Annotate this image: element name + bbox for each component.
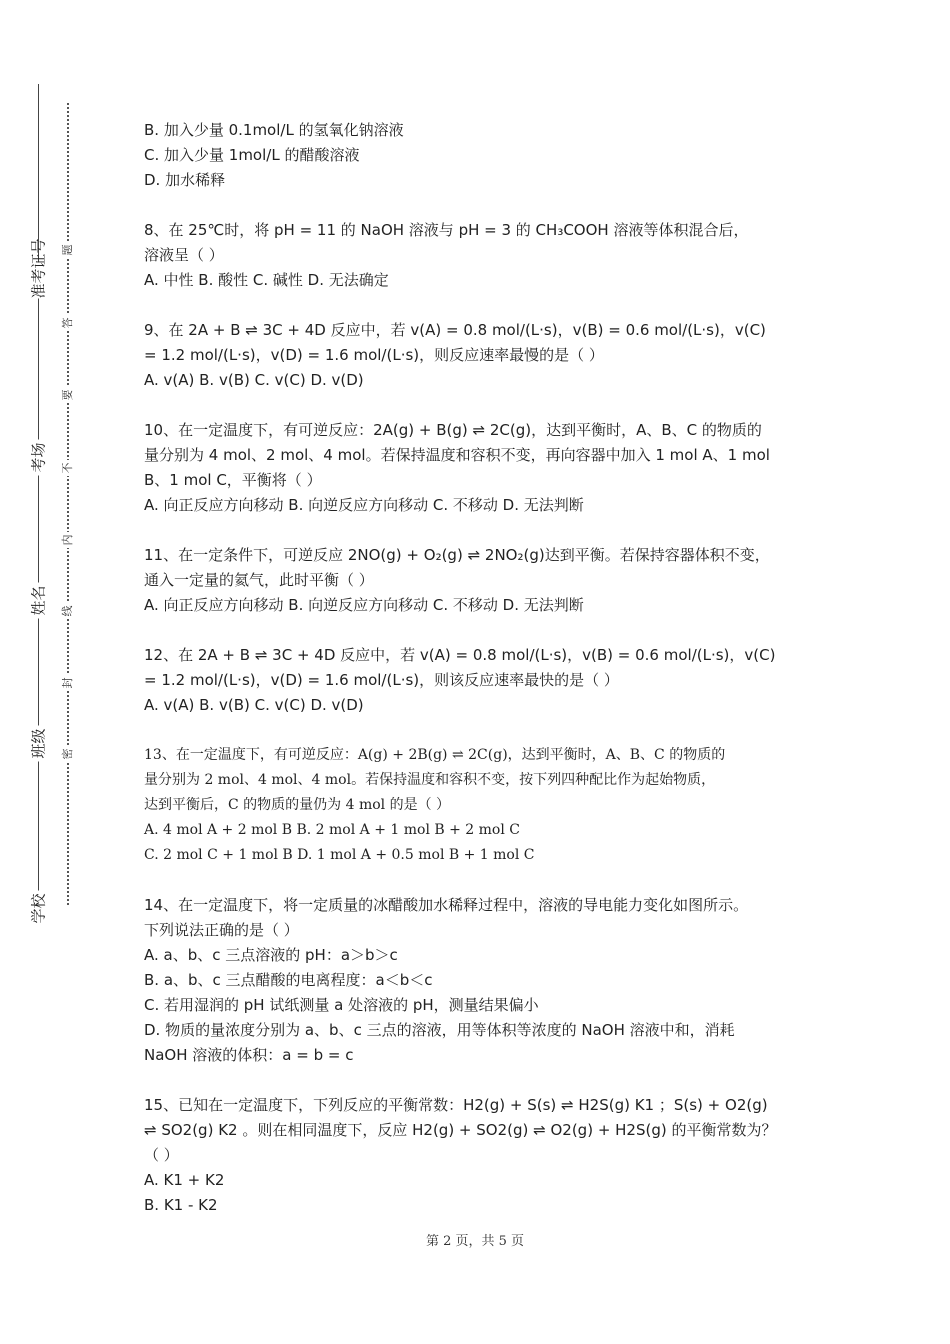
q10-stem-line1: 10、在一定温度下，有可逆反应：2A(g) + B(g) ⇌ 2C(g)，达到平衡时，A、B、C 的物质的 [144,421,762,439]
page-number: 第 2 页，共 5 页 [425,1234,525,1249]
q7-option-d: D. 加水稀释 [144,171,226,189]
q14-option-c: C. 若用湿润的 pH 试纸测量 a 处溶液的 pH，测量结果偏小 [144,996,539,1014]
q14-stem-line1: 14、在一定温度下，将一定质量的冰醋酸加水稀释过程中，溶液的导电能力变化如图所示。 [144,896,749,914]
q14-stem-line2: 下列说法正确的是（ ） [144,921,299,939]
q10-options: A. 向正反应方向移动 B. 向逆反应方向移动 C. 不移动 D. 无法判断 [144,496,584,514]
q12-stem-line1: 12、在 2A + B ⇌ 3C + 4D 反应中，若 v(A) = 0.8 mol/(L·s)，v(B) = 0.6 mol/(L·s)，v(C) [144,646,776,664]
label-exam-number: 准考证号 [29,238,48,299]
label-name: 姓名 [28,583,49,619]
q8-stem-line2: 溶液呈（ ） [144,246,224,264]
q14-option-d-line1: D. 物质的量浓度分别为 a、b、c 三点的溶液，用等体积等浓度的 NaOH 溶液中和，消耗 [144,1021,735,1039]
q13-stem-line1: 13、在一定温度下，有可逆反应：A(g) + 2B(g) ⇌ 2C(g)，达到平衡时，A、B、C 的物质的 [144,747,726,763]
label-class: 班级 [28,726,49,762]
q13-stem-line2: 量分别为 2 mol、4 mol、4 mol。若保持温度和容积不变，按下列四种配比作为起始物质， [144,772,716,788]
q8-options: A. 中性 B. 酸性 C. 碱性 D. 无法确定 [144,271,389,289]
q13-stem-line3: 达到平衡后，C 的物质的量仍为 4 mol 的是（ ） [144,797,451,813]
binding-margin [0,0,110,1344]
seal-char-feng: 封 [60,675,76,691]
label-exam-room: 考场 [28,440,49,476]
seal-char-mi: 密 [60,746,76,762]
label-school: 学校 [28,891,49,927]
q11-stem-line1: 11、在一定条件下，可逆反应 2NO(g) + O₂(g) ⇌ 2NO₂(g)达到平衡。若保持容器体积不变， [144,546,770,564]
seal-char-yao: 要 [60,387,76,403]
q14-option-d-line2: NaOH 溶液的体积：a = b = c [144,1046,354,1064]
q15-option-a: A. K1 + K2 [144,1171,225,1189]
seal-char-xian: 线 [60,603,76,619]
q15-stem-line3: （ ） [144,1146,179,1164]
seal-char-da: 答 [60,315,76,331]
q14-option-b: B. a、b、c 三点醋酸的电离程度：a＜b＜c [144,971,433,989]
q9-stem-line1: 9、在 2A + B ⇌ 3C + 4D 反应中，若 v(A) = 0.8 mol/(L·s)，v(B) = 0.6 mol/(L·s)，v(C) [144,321,766,339]
q15-stem-line1: 15、已知在一定温度下，下列反应的平衡常数：H2(g) + S(s) ⇌ H2S(g) K1 ；S(s) + O2(g) [144,1096,768,1114]
q15-option-b: B. K1 - K2 [144,1196,218,1214]
binding-dotted-line [67,103,69,905]
q12-options: A. v(A) B. v(B) C. v(C) D. v(D) [144,696,364,714]
q9-stem-line2: = 1.2 mol/(L·s)，v(D) = 1.6 mol/(L·s)，则反应速率最慢的是（ ） [144,346,604,364]
q13-options-ab: A. 4 mol A + 2 mol B B. 2 mol A + 1 mol B + 2 mol C [144,822,520,838]
q14-option-a: A. a、b、c 三点溶液的 pH：a＞b＞c [144,946,398,964]
q10-stem-line3: B、1 mol C，平衡将（ ） [144,471,322,489]
q10-stem-line2: 量分别为 4 mol、2 mol、4 mol。若保持温度和容积不变，再向容器中加入 1 mol A、1 mol [144,446,770,464]
seal-char-nei: 内 [60,532,76,548]
q11-options: A. 向正反应方向移动 B. 向逆反应方向移动 C. 不移动 D. 无法判断 [144,596,584,614]
q7-option-b: B. 加入少量 0.1mol/L 的氢氧化钠溶液 [144,121,404,139]
q11-stem-line2: 通入一定量的氦气，此时平衡（ ） [144,571,374,589]
q8-stem-line1: 8、在 25℃时，将 pH = 11 的 NaOH 溶液与 pH = 3 的 CH₃COOH 溶液等体积混合后， [144,221,749,239]
q12-stem-line2: = 1.2 mol/(L·s)，v(D) = 1.6 mol/(L·s)，则该反应速率最快的是（ ） [144,671,619,689]
q13-options-cd: C. 2 mol C + 1 mol B D. 1 mol A + 0.5 mol B + 1 mol C [144,847,535,863]
q15-stem-line2: ⇌ SO2(g) K2 。则在相同温度下，反应 H2(g) + SO2(g) ⇌ O2(g) + H2S(g) 的平衡常数为？ [144,1121,777,1139]
q9-options: A. v(A) B. v(B) C. v(C) D. v(D) [144,371,364,389]
binding-outer-line [38,84,39,924]
seal-char-bu: 不 [60,460,76,476]
q7-option-c: C. 加入少量 1mol/L 的醋酸溶液 [144,146,360,164]
seal-char-ti: 题 [60,242,76,258]
question-content [144,118,824,1218]
